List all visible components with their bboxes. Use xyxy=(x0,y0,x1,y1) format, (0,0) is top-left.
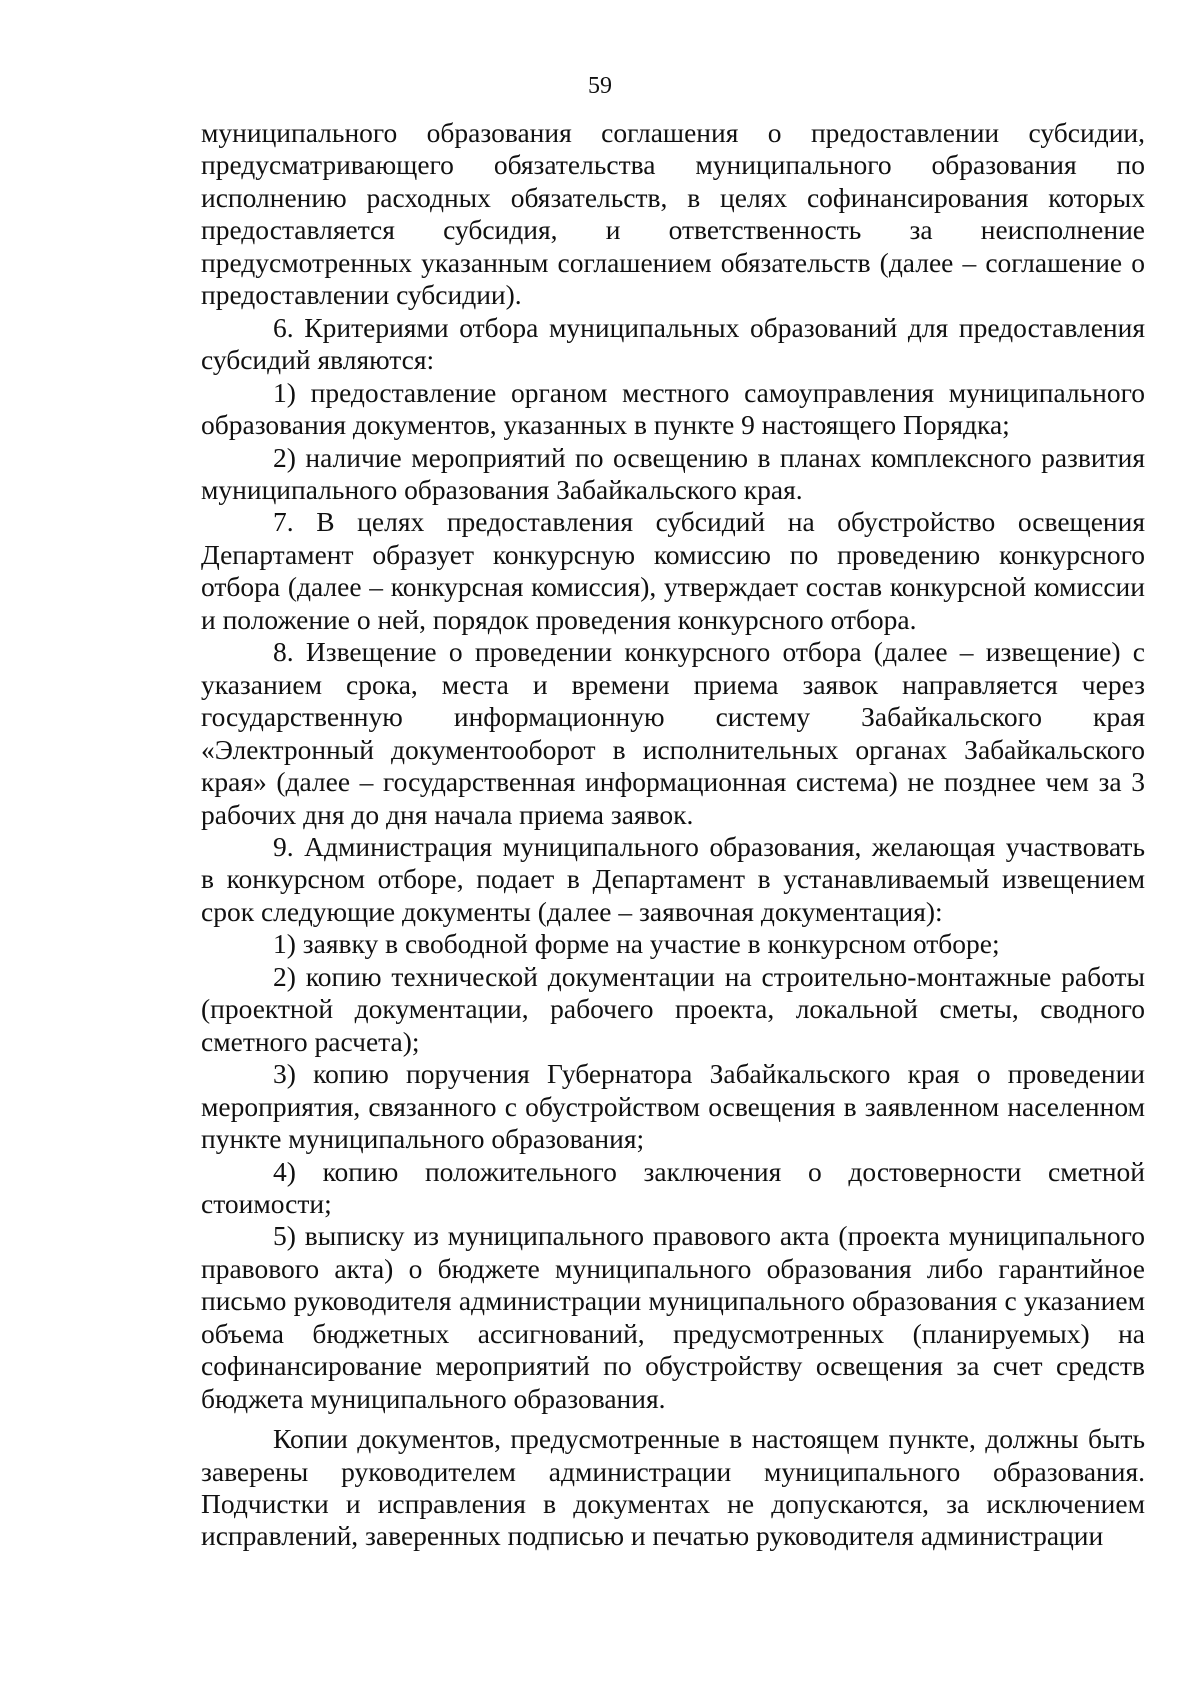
paragraph-item-9-3: 3) копию поручения Губернатора Забайкальского края о проведении мероприятия, связанного с обустройством освещения в заявленном населенном пункте муниципального образования; xyxy=(201,1058,1145,1155)
paragraph-subsidy-agreement: муниципального образования соглашения о предоставлении субсидии, предусматривающего обязательства муниципального образования по исполнению расходных обязательств, в целях софинансирования которых предоставляется субсидия, и ответственность за неисполнение предусмотренных указанным соглашением обязательств (далее – соглашение о предоставлении субсидии). xyxy=(201,117,1145,311)
paragraph-item-9-5: 5) выписку из муниципального правового акта (проекта муниципального правового акта) о бюджете муниципального образования либо гарантийное письмо руководителя администрации муниципального образования с указанием объема бюджетных ассигнований, предусмотренных (планируемых) на софинансирование мероприятий по обустройству освещения за счет средств бюджета муниципального образования. xyxy=(201,1220,1145,1414)
paragraph-document-copies: Копии документов, предусмотренные в настоящем пункте, должны быть заверены руководителем администрации муниципального образования. Подчистки и исправления в документах не допускаются, за исключением исправлений, заверенных подписью и печатью руководителя администрации xyxy=(201,1423,1145,1552)
paragraph-item-9-4: 4) копию положительного заключения о достоверности сметной стоимости; xyxy=(201,1155,1145,1219)
page-number: 59 xyxy=(588,73,612,99)
paragraph-item-9-2: 2) копию технической документации на строительно-монтажные работы (проектной документации, рабочего проекта, локальной сметы, сводного сметного расчета); xyxy=(201,960,1145,1057)
paragraph-item-9-1: 1) заявку в свободной форме на участие в конкурсном отборе; xyxy=(273,928,1000,960)
paragraph-item-6-1: 1) предоставление органом местного самоуправления муниципального образования документов, указанных в пункте 9 настоящего Порядка; xyxy=(201,376,1145,441)
paragraph-item-6-2: 2) наличие мероприятий по освещению в планах комплексного развития муниципального образования Забайкальского края. xyxy=(201,441,1145,505)
paragraph-item-6: 6. Критериями отбора муниципальных образований для предоставления субсидий являются: xyxy=(201,311,1145,376)
document-body xyxy=(201,117,1145,1553)
paragraph-item-9: 9. Администрация муниципального образования, желающая участвовать в конкурсном отборе, подает в Департамент в устанавливаемый извещением срок следующие документы (далее – заявочная документация): xyxy=(201,830,1145,927)
paragraph-item-8: 8. Извещение о проведении конкурсного отбора (далее – извещение) с указанием срока, места и времени приема заявок направляется через государственную информационную систему Забайкальского края «Электронный документооборот в исполнительных органах Забайкальского края» (далее – государственная информационная система) не позднее чем за 3 рабочих дня до дня начала приема заявок. xyxy=(201,636,1145,830)
paragraph-item-7: 7. В целях предоставления субсидий на обустройство освещения Департамент образует конкурсную комиссию по проведению конкурсного отбора (далее – конкурсная комиссия), утверждает состав конкурсной комиссии и положение о ней, порядок проведения конкурсного отбора. xyxy=(201,506,1145,635)
